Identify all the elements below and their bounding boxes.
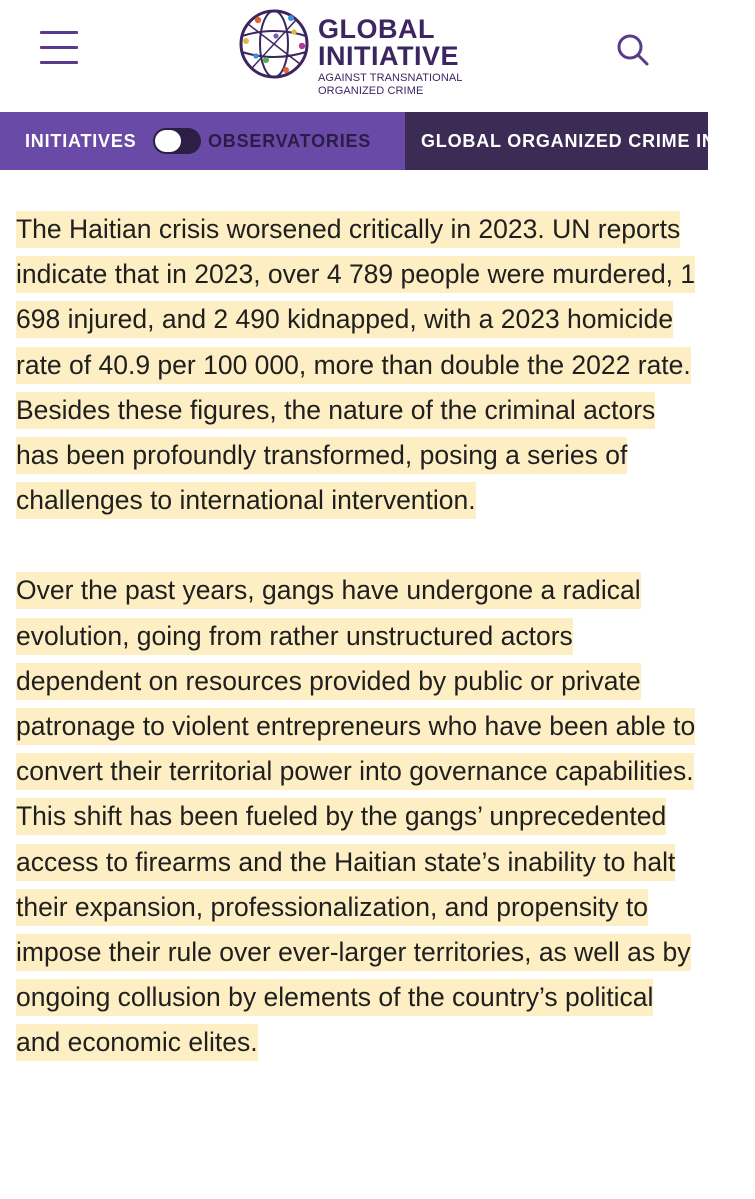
logo-title-line2: INITIATIVE <box>318 41 460 71</box>
view-toggle[interactable] <box>153 128 201 154</box>
logo-text <box>318 16 463 98</box>
logo-subtitle-line1: AGAINST TRANSNATIONAL <box>318 72 463 84</box>
logo-subtitle-line2: ORGANIZED CRIME <box>318 85 424 97</box>
initiatives-observatories-switch <box>0 112 405 170</box>
article-body <box>16 207 696 1066</box>
logo-title-line1: GLOBAL <box>318 14 435 44</box>
nav-index-tab[interactable] <box>405 112 755 170</box>
search-icon[interactable] <box>616 33 650 67</box>
highlighted-text: The Haitian crisis worsened critically in 2023. UN reports indicate that in 2023, over 4 789 people were murdered, 1 698 injured, and 2 490 kidnapped, with a 2023 homicide rate of 40.9 per 100 000, more than double the 2022 rate. Besides these figures, the nature of the criminal actors has been profoundly transformed, posing a series of challenges to international intervention. <box>16 211 695 519</box>
toggle-knob <box>155 130 181 152</box>
hamburger-menu-icon[interactable] <box>40 31 78 65</box>
globe-logo-icon <box>236 6 312 82</box>
highlighted-text: Over the past years, gangs have undergone a radical evolution, going from rather unstructured actors dependent on resources provided by public or private patronage to violent entrepreneurs who have been able to convert their territorial power into governance capabilities. This shift has been fueled by the gangs’ unprecedented access to firearms and the Haitian state’s inability to halt their expansion, professionalization, and propensity to impose their rule over ever-larger territories, as well as by ongoing collusion by elements of the country’s political and economic elites. <box>16 572 695 1061</box>
nav-initiatives[interactable]: INITIATIVES <box>25 131 137 151</box>
top-navigation <box>0 112 755 170</box>
logo[interactable] <box>236 6 476 102</box>
nav-observatories[interactable]: OBSERVATORIES <box>208 131 372 151</box>
article-paragraph <box>16 568 696 1065</box>
article-paragraph <box>16 207 696 523</box>
site-header <box>0 0 708 112</box>
nav-index-label[interactable]: GLOBAL ORGANIZED CRIME INDEX <box>421 131 755 151</box>
